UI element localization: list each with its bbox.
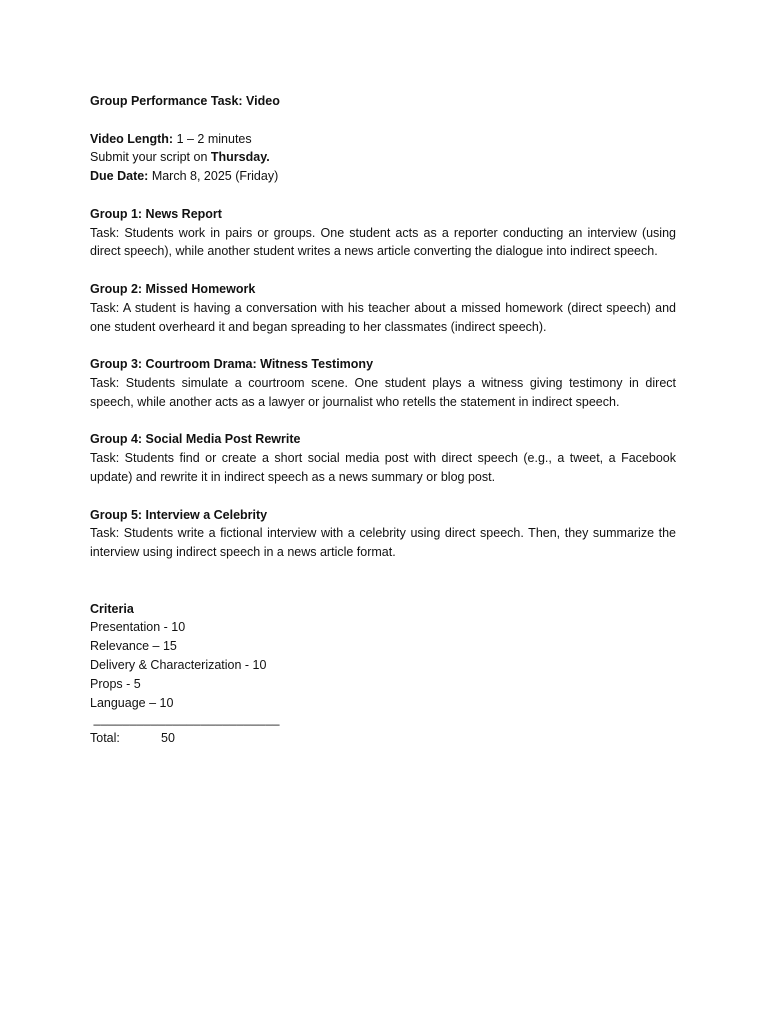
group-heading: Group 1: News Report xyxy=(90,206,222,221)
video-length-value: 1 – 2 minutes xyxy=(173,131,252,146)
total-value: 50 xyxy=(161,731,175,746)
video-length-label: Video Length: xyxy=(90,131,174,146)
due-date-label: Due Date: xyxy=(90,169,149,184)
due-date-line xyxy=(90,167,676,186)
group-task: Task: Students find or create a short social media post with direct speech (e.g., a tweet, a Facebook update) and rewrite it in indirect speech as a news summary or blog post. xyxy=(90,451,676,484)
group-1 xyxy=(90,205,676,261)
video-length-line xyxy=(90,130,676,149)
criteria-item: Relevance – 15 xyxy=(90,639,177,654)
group-heading: Group 3: Courtroom Drama: Witness Testimony xyxy=(90,357,374,372)
submit-line xyxy=(90,148,676,167)
criteria-total-row xyxy=(90,729,676,748)
criteria-section xyxy=(90,600,676,748)
due-date-value: March 8, 2025 (Friday) xyxy=(148,169,279,184)
group-task: Task: Students simulate a courtroom scene. One student plays a witness giving testimony in direct speech, while another acts as a lawyer or journalist who retells the statement in indirect speech. xyxy=(90,375,676,409)
criteria-item: Props - 5 xyxy=(90,676,141,691)
group-heading: Group 5: Interview a Celebrity xyxy=(90,507,268,522)
group-5 xyxy=(90,506,676,562)
group-task: Task: Students write a fictional interview with a celebrity using direct speech. Then, they summarize the interview using indirect speech in a news article format. xyxy=(90,526,676,560)
group-3 xyxy=(90,355,676,411)
total-label: Total: xyxy=(90,731,120,746)
criteria-item: Delivery & Characterization - 10 xyxy=(90,657,267,672)
group-task: Task: Students work in pairs or groups. One student acts as a reporter conducting an interview (using direct speech), while another student writes a news article converting the dialogue into indirect speech. xyxy=(90,225,676,259)
criteria-heading: Criteria xyxy=(90,601,134,616)
group-task: Task: A student is having a conversation with his teacher about a missed homework (direct speech) and one student overheard it and began spreading to her classmates (indirect speech). xyxy=(90,300,676,334)
group-heading: Group 4: Social Media Post Rewrite xyxy=(90,432,301,447)
group-4 xyxy=(90,430,676,486)
group-heading: Group 2: Missed Homework xyxy=(90,281,256,296)
submit-prefix: Submit your script on xyxy=(90,150,211,165)
criteria-item: Language – 10 xyxy=(90,695,174,710)
criteria-item: Presentation - 10 xyxy=(90,620,186,635)
group-2 xyxy=(90,280,676,336)
document-title: Group Performance Task: Video xyxy=(90,94,280,108)
criteria-rule-line: __________________________ xyxy=(90,712,280,727)
submit-day: Thursday. xyxy=(210,150,270,165)
